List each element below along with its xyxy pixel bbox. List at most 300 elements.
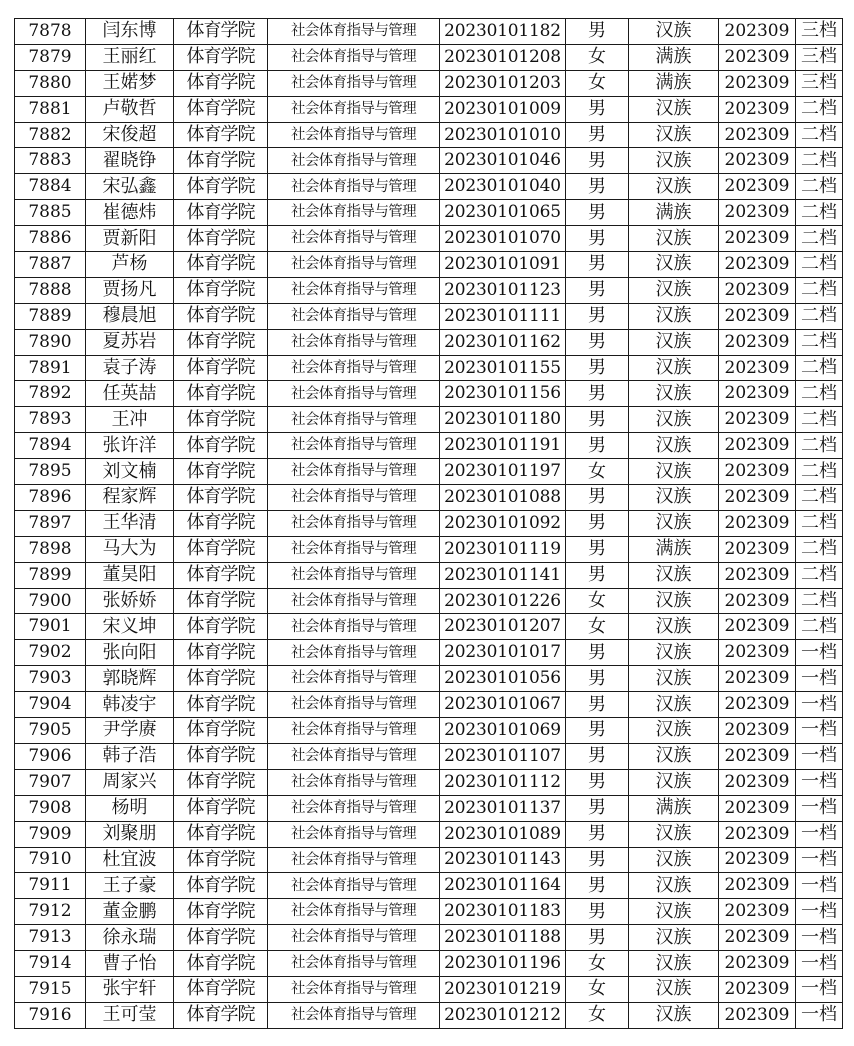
term-cell: 202309 bbox=[719, 718, 796, 744]
major-cell: 社会体育指导与管理 bbox=[268, 536, 440, 562]
gender-cell: 男 bbox=[566, 485, 629, 511]
ethnicity-cell: 满族 bbox=[629, 200, 719, 226]
student-name-cell: 张娇娇 bbox=[86, 588, 174, 614]
subsidy-level-cell: 一档 bbox=[796, 899, 843, 925]
subsidy-level-cell: 三档 bbox=[796, 70, 843, 96]
student-id-cell: 20230101207 bbox=[440, 614, 566, 640]
table-row bbox=[15, 821, 843, 847]
student-name-cell: 马大为 bbox=[86, 536, 174, 562]
student-name-cell: 宋弘鑫 bbox=[86, 174, 174, 200]
student-name-cell: 王华清 bbox=[86, 510, 174, 536]
student-id-cell: 20230101183 bbox=[440, 899, 566, 925]
gender-cell: 男 bbox=[566, 925, 629, 951]
table-row bbox=[15, 795, 843, 821]
term-cell: 202309 bbox=[719, 510, 796, 536]
subsidy-level-cell: 二档 bbox=[796, 122, 843, 148]
college-cell: 体育学院 bbox=[174, 70, 268, 96]
term-cell: 202309 bbox=[719, 122, 796, 148]
term-cell: 202309 bbox=[719, 743, 796, 769]
major-cell: 社会体育指导与管理 bbox=[268, 485, 440, 511]
student-id-cell: 20230101089 bbox=[440, 821, 566, 847]
subsidy-level-cell: 二档 bbox=[796, 536, 843, 562]
ethnicity-cell: 汉族 bbox=[629, 743, 719, 769]
student-id-cell: 20230101091 bbox=[440, 252, 566, 278]
student-name-cell: 芦杨 bbox=[86, 252, 174, 278]
gender-cell: 男 bbox=[566, 562, 629, 588]
subsidy-level-cell: 一档 bbox=[796, 640, 843, 666]
table-row bbox=[15, 588, 843, 614]
ethnicity-cell: 汉族 bbox=[629, 252, 719, 278]
college-cell: 体育学院 bbox=[174, 536, 268, 562]
serial-number-cell: 7894 bbox=[15, 433, 86, 459]
student-id-cell: 20230101182 bbox=[440, 19, 566, 45]
subsidy-level-cell: 二档 bbox=[796, 200, 843, 226]
student-name-cell: 任英喆 bbox=[86, 381, 174, 407]
gender-cell: 男 bbox=[566, 821, 629, 847]
student-name-cell: 张向阳 bbox=[86, 640, 174, 666]
major-cell: 社会体育指导与管理 bbox=[268, 70, 440, 96]
table-row bbox=[15, 692, 843, 718]
college-cell: 体育学院 bbox=[174, 355, 268, 381]
ethnicity-cell: 汉族 bbox=[629, 148, 719, 174]
ethnicity-cell: 汉族 bbox=[629, 692, 719, 718]
ethnicity-cell: 汉族 bbox=[629, 976, 719, 1002]
ethnicity-cell: 汉族 bbox=[629, 614, 719, 640]
college-cell: 体育学院 bbox=[174, 226, 268, 252]
ethnicity-cell: 汉族 bbox=[629, 96, 719, 122]
serial-number-cell: 7893 bbox=[15, 407, 86, 433]
student-id-cell: 20230101046 bbox=[440, 148, 566, 174]
ethnicity-cell: 汉族 bbox=[629, 666, 719, 692]
term-cell: 202309 bbox=[719, 303, 796, 329]
gender-cell: 男 bbox=[566, 718, 629, 744]
student-id-cell: 20230101017 bbox=[440, 640, 566, 666]
subsidy-level-cell: 二档 bbox=[796, 252, 843, 278]
major-cell: 社会体育指导与管理 bbox=[268, 640, 440, 666]
college-cell: 体育学院 bbox=[174, 562, 268, 588]
subsidy-level-cell: 一档 bbox=[796, 873, 843, 899]
subsidy-level-cell: 二档 bbox=[796, 562, 843, 588]
ethnicity-cell: 汉族 bbox=[629, 407, 719, 433]
student-id-cell: 20230101219 bbox=[440, 976, 566, 1002]
serial-number-cell: 7897 bbox=[15, 510, 86, 536]
college-cell: 体育学院 bbox=[174, 433, 268, 459]
serial-number-cell: 7901 bbox=[15, 614, 86, 640]
major-cell: 社会体育指导与管理 bbox=[268, 252, 440, 278]
term-cell: 202309 bbox=[719, 614, 796, 640]
table-row bbox=[15, 976, 843, 1002]
subsidy-level-cell: 二档 bbox=[796, 433, 843, 459]
term-cell: 202309 bbox=[719, 329, 796, 355]
gender-cell: 男 bbox=[566, 795, 629, 821]
student-id-cell: 20230101067 bbox=[440, 692, 566, 718]
student-id-cell: 20230101208 bbox=[440, 44, 566, 70]
table-row bbox=[15, 407, 843, 433]
table-row bbox=[15, 873, 843, 899]
term-cell: 202309 bbox=[719, 666, 796, 692]
college-cell: 体育学院 bbox=[174, 19, 268, 45]
serial-number-cell: 7914 bbox=[15, 951, 86, 977]
student-name-cell: 宋义坤 bbox=[86, 614, 174, 640]
college-cell: 体育学院 bbox=[174, 44, 268, 70]
student-id-cell: 20230101212 bbox=[440, 1002, 566, 1028]
student-id-cell: 20230101107 bbox=[440, 743, 566, 769]
gender-cell: 男 bbox=[566, 329, 629, 355]
serial-number-cell: 7885 bbox=[15, 200, 86, 226]
major-cell: 社会体育指导与管理 bbox=[268, 873, 440, 899]
ethnicity-cell: 汉族 bbox=[629, 355, 719, 381]
major-cell: 社会体育指导与管理 bbox=[268, 718, 440, 744]
subsidy-level-cell: 二档 bbox=[796, 614, 843, 640]
table-row bbox=[15, 1002, 843, 1028]
subsidy-level-cell: 二档 bbox=[796, 277, 843, 303]
term-cell: 202309 bbox=[719, 70, 796, 96]
college-cell: 体育学院 bbox=[174, 252, 268, 278]
gender-cell: 男 bbox=[566, 873, 629, 899]
table-row bbox=[15, 148, 843, 174]
gender-cell: 男 bbox=[566, 19, 629, 45]
serial-number-cell: 7883 bbox=[15, 148, 86, 174]
subsidy-level-cell: 二档 bbox=[796, 459, 843, 485]
college-cell: 体育学院 bbox=[174, 899, 268, 925]
major-cell: 社会体育指导与管理 bbox=[268, 951, 440, 977]
student-id-cell: 20230101156 bbox=[440, 381, 566, 407]
gender-cell: 男 bbox=[566, 743, 629, 769]
serial-number-cell: 7895 bbox=[15, 459, 86, 485]
student-id-cell: 20230101197 bbox=[440, 459, 566, 485]
student-name-cell: 韩凌宇 bbox=[86, 692, 174, 718]
student-name-cell: 尹学赓 bbox=[86, 718, 174, 744]
student-name-cell: 董昊阳 bbox=[86, 562, 174, 588]
ethnicity-cell: 汉族 bbox=[629, 433, 719, 459]
college-cell: 体育学院 bbox=[174, 277, 268, 303]
gender-cell: 男 bbox=[566, 122, 629, 148]
table-row bbox=[15, 536, 843, 562]
major-cell: 社会体育指导与管理 bbox=[268, 743, 440, 769]
serial-number-cell: 7880 bbox=[15, 70, 86, 96]
gender-cell: 男 bbox=[566, 536, 629, 562]
term-cell: 202309 bbox=[719, 847, 796, 873]
subsidy-level-cell: 一档 bbox=[796, 925, 843, 951]
serial-number-cell: 7900 bbox=[15, 588, 86, 614]
serial-number-cell: 7896 bbox=[15, 485, 86, 511]
subsidy-level-cell: 一档 bbox=[796, 847, 843, 873]
term-cell: 202309 bbox=[719, 96, 796, 122]
ethnicity-cell: 汉族 bbox=[629, 174, 719, 200]
serial-number-cell: 7881 bbox=[15, 96, 86, 122]
table-row bbox=[15, 562, 843, 588]
serial-number-cell: 7888 bbox=[15, 277, 86, 303]
student-name-cell: 宋俊超 bbox=[86, 122, 174, 148]
ethnicity-cell: 汉族 bbox=[629, 226, 719, 252]
major-cell: 社会体育指导与管理 bbox=[268, 433, 440, 459]
gender-cell: 男 bbox=[566, 899, 629, 925]
term-cell: 202309 bbox=[719, 433, 796, 459]
major-cell: 社会体育指导与管理 bbox=[268, 148, 440, 174]
table-row bbox=[15, 19, 843, 45]
subsidy-level-cell: 一档 bbox=[796, 821, 843, 847]
subsidy-level-cell: 一档 bbox=[796, 666, 843, 692]
student-id-cell: 20230101164 bbox=[440, 873, 566, 899]
gender-cell: 女 bbox=[566, 70, 629, 96]
gender-cell: 男 bbox=[566, 692, 629, 718]
gender-cell: 女 bbox=[566, 976, 629, 1002]
table-row bbox=[15, 96, 843, 122]
student-id-cell: 20230101111 bbox=[440, 303, 566, 329]
term-cell: 202309 bbox=[719, 44, 796, 70]
major-cell: 社会体育指导与管理 bbox=[268, 19, 440, 45]
ethnicity-cell: 汉族 bbox=[629, 821, 719, 847]
student-id-cell: 20230101040 bbox=[440, 174, 566, 200]
college-cell: 体育学院 bbox=[174, 407, 268, 433]
student-id-cell: 20230101191 bbox=[440, 433, 566, 459]
subsidy-level-cell: 一档 bbox=[796, 795, 843, 821]
student-name-cell: 郭晓辉 bbox=[86, 666, 174, 692]
major-cell: 社会体育指导与管理 bbox=[268, 329, 440, 355]
table-row bbox=[15, 769, 843, 795]
subsidy-level-cell: 二档 bbox=[796, 381, 843, 407]
ethnicity-cell: 汉族 bbox=[629, 19, 719, 45]
major-cell: 社会体育指导与管理 bbox=[268, 666, 440, 692]
major-cell: 社会体育指导与管理 bbox=[268, 588, 440, 614]
gender-cell: 女 bbox=[566, 44, 629, 70]
student-id-cell: 20230101143 bbox=[440, 847, 566, 873]
college-cell: 体育学院 bbox=[174, 666, 268, 692]
table-row bbox=[15, 925, 843, 951]
subsidy-level-cell: 二档 bbox=[796, 329, 843, 355]
student-id-cell: 20230101088 bbox=[440, 485, 566, 511]
student-name-cell: 徐永瑞 bbox=[86, 925, 174, 951]
ethnicity-cell: 汉族 bbox=[629, 459, 719, 485]
term-cell: 202309 bbox=[719, 148, 796, 174]
subsidy-level-cell: 二档 bbox=[796, 355, 843, 381]
term-cell: 202309 bbox=[719, 200, 796, 226]
student-id-cell: 20230101188 bbox=[440, 925, 566, 951]
term-cell: 202309 bbox=[719, 588, 796, 614]
serial-number-cell: 7911 bbox=[15, 873, 86, 899]
gender-cell: 男 bbox=[566, 200, 629, 226]
college-cell: 体育学院 bbox=[174, 976, 268, 1002]
serial-number-cell: 7891 bbox=[15, 355, 86, 381]
student-name-cell: 穆晨旭 bbox=[86, 303, 174, 329]
ethnicity-cell: 汉族 bbox=[629, 1002, 719, 1028]
major-cell: 社会体育指导与管理 bbox=[268, 562, 440, 588]
term-cell: 202309 bbox=[719, 976, 796, 1002]
student-id-cell: 20230101226 bbox=[440, 588, 566, 614]
term-cell: 202309 bbox=[719, 277, 796, 303]
college-cell: 体育学院 bbox=[174, 485, 268, 511]
gender-cell: 男 bbox=[566, 148, 629, 174]
college-cell: 体育学院 bbox=[174, 329, 268, 355]
subsidy-level-cell: 二档 bbox=[796, 226, 843, 252]
gender-cell: 男 bbox=[566, 640, 629, 666]
serial-number-cell: 7902 bbox=[15, 640, 86, 666]
gender-cell: 男 bbox=[566, 277, 629, 303]
table-row bbox=[15, 174, 843, 200]
ethnicity-cell: 汉族 bbox=[629, 510, 719, 536]
serial-number-cell: 7904 bbox=[15, 692, 86, 718]
gender-cell: 男 bbox=[566, 433, 629, 459]
college-cell: 体育学院 bbox=[174, 795, 268, 821]
ethnicity-cell: 满族 bbox=[629, 70, 719, 96]
table-row bbox=[15, 743, 843, 769]
term-cell: 202309 bbox=[719, 226, 796, 252]
gender-cell: 女 bbox=[566, 588, 629, 614]
student-name-cell: 贾扬凡 bbox=[86, 277, 174, 303]
student-name-cell: 张宇轩 bbox=[86, 976, 174, 1002]
major-cell: 社会体育指导与管理 bbox=[268, 226, 440, 252]
student-name-cell: 董金鹏 bbox=[86, 899, 174, 925]
student-id-cell: 20230101009 bbox=[440, 96, 566, 122]
gender-cell: 男 bbox=[566, 226, 629, 252]
gender-cell: 女 bbox=[566, 951, 629, 977]
ethnicity-cell: 汉族 bbox=[629, 329, 719, 355]
serial-number-cell: 7912 bbox=[15, 899, 86, 925]
student-name-cell: 闫东博 bbox=[86, 19, 174, 45]
ethnicity-cell: 汉族 bbox=[629, 769, 719, 795]
ethnicity-cell: 汉族 bbox=[629, 303, 719, 329]
serial-number-cell: 7882 bbox=[15, 122, 86, 148]
student-subsidy-table bbox=[14, 18, 843, 1029]
serial-number-cell: 7899 bbox=[15, 562, 86, 588]
term-cell: 202309 bbox=[719, 925, 796, 951]
table-row bbox=[15, 200, 843, 226]
table-row bbox=[15, 847, 843, 873]
term-cell: 202309 bbox=[719, 1002, 796, 1028]
table-row bbox=[15, 122, 843, 148]
table-row bbox=[15, 951, 843, 977]
major-cell: 社会体育指导与管理 bbox=[268, 303, 440, 329]
ethnicity-cell: 汉族 bbox=[629, 925, 719, 951]
student-id-cell: 20230101203 bbox=[440, 70, 566, 96]
subsidy-level-cell: 二档 bbox=[796, 407, 843, 433]
serial-number-cell: 7909 bbox=[15, 821, 86, 847]
serial-number-cell: 7884 bbox=[15, 174, 86, 200]
serial-number-cell: 7908 bbox=[15, 795, 86, 821]
table-row bbox=[15, 70, 843, 96]
student-id-cell: 20230101056 bbox=[440, 666, 566, 692]
serial-number-cell: 7890 bbox=[15, 329, 86, 355]
student-name-cell: 卢敬哲 bbox=[86, 96, 174, 122]
major-cell: 社会体育指导与管理 bbox=[268, 355, 440, 381]
student-name-cell: 刘文楠 bbox=[86, 459, 174, 485]
subsidy-level-cell: 三档 bbox=[796, 19, 843, 45]
student-name-cell: 程家辉 bbox=[86, 485, 174, 511]
student-id-cell: 20230101092 bbox=[440, 510, 566, 536]
student-name-cell: 王可莹 bbox=[86, 1002, 174, 1028]
term-cell: 202309 bbox=[719, 19, 796, 45]
term-cell: 202309 bbox=[719, 536, 796, 562]
college-cell: 体育学院 bbox=[174, 588, 268, 614]
term-cell: 202309 bbox=[719, 951, 796, 977]
serial-number-cell: 7913 bbox=[15, 925, 86, 951]
subsidy-level-cell: 一档 bbox=[796, 951, 843, 977]
gender-cell: 男 bbox=[566, 96, 629, 122]
college-cell: 体育学院 bbox=[174, 200, 268, 226]
college-cell: 体育学院 bbox=[174, 925, 268, 951]
college-cell: 体育学院 bbox=[174, 614, 268, 640]
student-name-cell: 贾新阳 bbox=[86, 226, 174, 252]
gender-cell: 男 bbox=[566, 355, 629, 381]
term-cell: 202309 bbox=[719, 562, 796, 588]
major-cell: 社会体育指导与管理 bbox=[268, 96, 440, 122]
student-name-cell: 王冲 bbox=[86, 407, 174, 433]
major-cell: 社会体育指导与管理 bbox=[268, 459, 440, 485]
serial-number-cell: 7889 bbox=[15, 303, 86, 329]
major-cell: 社会体育指导与管理 bbox=[268, 976, 440, 1002]
table-row bbox=[15, 614, 843, 640]
gender-cell: 男 bbox=[566, 303, 629, 329]
college-cell: 体育学院 bbox=[174, 847, 268, 873]
subsidy-level-cell: 一档 bbox=[796, 743, 843, 769]
ethnicity-cell: 汉族 bbox=[629, 873, 719, 899]
subsidy-level-cell: 一档 bbox=[796, 1002, 843, 1028]
student-id-cell: 20230101180 bbox=[440, 407, 566, 433]
student-id-cell: 20230101065 bbox=[440, 200, 566, 226]
term-cell: 202309 bbox=[719, 821, 796, 847]
college-cell: 体育学院 bbox=[174, 459, 268, 485]
college-cell: 体育学院 bbox=[174, 873, 268, 899]
student-id-cell: 20230101196 bbox=[440, 951, 566, 977]
subsidy-level-cell: 二档 bbox=[796, 96, 843, 122]
ethnicity-cell: 满族 bbox=[629, 44, 719, 70]
table-row bbox=[15, 44, 843, 70]
student-name-cell: 曹子怡 bbox=[86, 951, 174, 977]
major-cell: 社会体育指导与管理 bbox=[268, 795, 440, 821]
college-cell: 体育学院 bbox=[174, 821, 268, 847]
gender-cell: 女 bbox=[566, 614, 629, 640]
table-row bbox=[15, 303, 843, 329]
term-cell: 202309 bbox=[719, 174, 796, 200]
gender-cell: 男 bbox=[566, 666, 629, 692]
major-cell: 社会体育指导与管理 bbox=[268, 122, 440, 148]
major-cell: 社会体育指导与管理 bbox=[268, 1002, 440, 1028]
term-cell: 202309 bbox=[719, 692, 796, 718]
serial-number-cell: 7910 bbox=[15, 847, 86, 873]
student-id-cell: 20230101010 bbox=[440, 122, 566, 148]
college-cell: 体育学院 bbox=[174, 951, 268, 977]
gender-cell: 男 bbox=[566, 847, 629, 873]
table-row bbox=[15, 277, 843, 303]
table-row bbox=[15, 459, 843, 485]
table-row bbox=[15, 226, 843, 252]
student-name-cell: 刘聚朋 bbox=[86, 821, 174, 847]
college-cell: 体育学院 bbox=[174, 510, 268, 536]
table-row bbox=[15, 381, 843, 407]
subsidy-level-cell: 一档 bbox=[796, 692, 843, 718]
subsidy-level-cell: 二档 bbox=[796, 510, 843, 536]
gender-cell: 男 bbox=[566, 510, 629, 536]
college-cell: 体育学院 bbox=[174, 381, 268, 407]
subsidy-level-cell: 二档 bbox=[796, 588, 843, 614]
student-name-cell: 崔德炜 bbox=[86, 200, 174, 226]
major-cell: 社会体育指导与管理 bbox=[268, 200, 440, 226]
student-name-cell: 周家兴 bbox=[86, 769, 174, 795]
table-row bbox=[15, 666, 843, 692]
term-cell: 202309 bbox=[719, 769, 796, 795]
table-row bbox=[15, 718, 843, 744]
major-cell: 社会体育指导与管理 bbox=[268, 847, 440, 873]
serial-number-cell: 7916 bbox=[15, 1002, 86, 1028]
term-cell: 202309 bbox=[719, 459, 796, 485]
college-cell: 体育学院 bbox=[174, 1002, 268, 1028]
college-cell: 体育学院 bbox=[174, 96, 268, 122]
ethnicity-cell: 汉族 bbox=[629, 899, 719, 925]
ethnicity-cell: 汉族 bbox=[629, 640, 719, 666]
student-id-cell: 20230101123 bbox=[440, 277, 566, 303]
table-row bbox=[15, 640, 843, 666]
serial-number-cell: 7907 bbox=[15, 769, 86, 795]
